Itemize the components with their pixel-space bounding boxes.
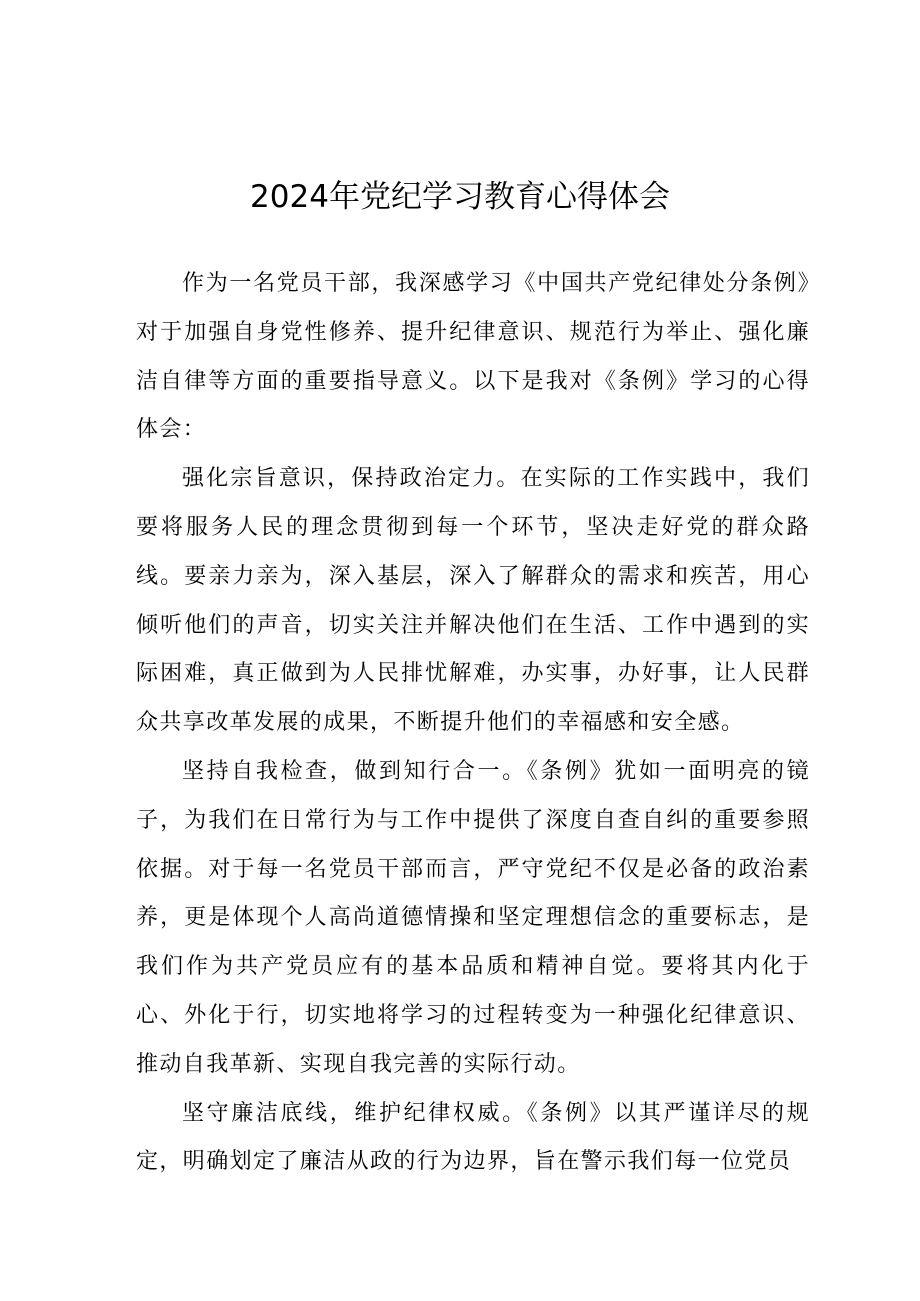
- paragraph-self-inspection: 坚持自我检查，做到知行合一。《条例》犹如一面明亮的镜子，为我们在日常行为与工作中提供了深度自查自纠的重要参照依据。对于每一名党员干部而言，严守党纪不仅是必备的政治素养，更是体现个人高尚道德情操和坚定理想信念的重要标志，是我们作为共产党员应有的基本品质和精神自觉。要将其内化于心、外化于行，切实地将学习的过程转变为一种强化纪律意识、推动自我革新、实现自我完善的实际行动。: [136, 758, 810, 1077]
- paragraph-purpose-awareness: 强化宗旨意识，保持政治定力。在实际的工作实践中，我们要将服务人民的理念贯彻到每一个环节，坚决走好党的群众路线。要亲力亲为，深入基层，深入了解群众的需求和疾苦，用心倾听他们的声音，切实关注并解决他们在生活、工作中遇到的实际困难，真正做到为人民排忧解难，办实事，办好事，让人民群众共享改革发展的成果，不断提升他们的幸福感和安全感。: [136, 466, 810, 736]
- paragraph-intro: 作为一名党员干部，我深感学习《中国共产党纪律处分条例》对于加强自身党性修养、提升纪律意识、规范行为举止、强化廉洁自律等方面的重要指导意义。以下是我对《条例》学习的心得体会：: [136, 271, 810, 443]
- document-body: [136, 260, 810, 1187]
- document-title: 2024年党纪学习教育心得体会: [250, 179, 670, 215]
- paragraph-integrity-bottom-line: 坚守廉洁底线，维护纪律权威。《条例》以其严谨详尽的规定，明确划定了廉洁从政的行为边界，旨在警示我们每一位党员: [136, 1100, 810, 1175]
